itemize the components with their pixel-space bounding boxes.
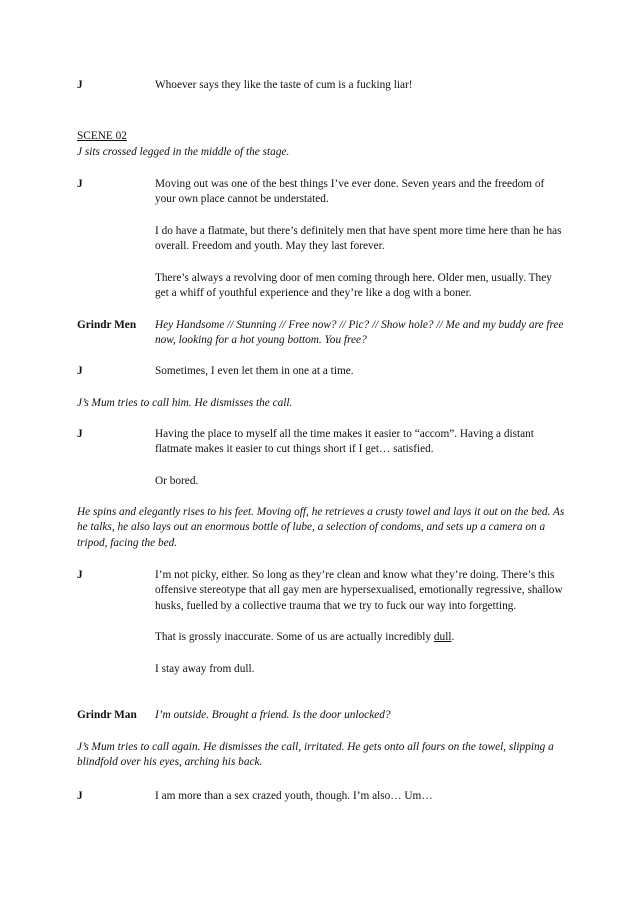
dialogue-text: I’m not picky, either. So long as they’re clean and know what they’re doing. There’s this offensive stereotype that all gay men are hypersexualised, emotionally regressive, shallow husks, fuelled by a collective trauma that we try to fuck our way into forgetting. That is grossly inaccurate. Some of us are actually incredibly dull. I stay away from dull.	[155, 568, 567, 677]
dialogue-text: Sometimes, I even let them in one at a time.	[155, 365, 354, 377]
underlined-word: dull	[433, 631, 452, 644]
stage-direction: J’s Mum tries to call again. He dismisses the call, irritated. He gets onto all fours on the towel, slipping a blindfold over his eyes, arching his back.	[77, 741, 554, 769]
speaker-name: J	[77, 428, 83, 440]
speaker-name: Grindr Men	[77, 319, 137, 331]
dialogue-text: Moving out was one of the best things I’ve ever done. Seven years and the freedom of your own place cannot be understated. I do have a flatmate, but there’s definitely men that have spent more time here than he has overall. Freedom and youth. May they last forever. There’s always a revolving door of men coming through here. Older men, usually. They get a whiff of youthful experience and they’re like a dog with a boner.	[155, 178, 562, 300]
scene-heading: SCENE 02	[77, 130, 127, 142]
speaker-name: Grindr Man	[77, 709, 137, 721]
speaker-name: J	[77, 790, 83, 802]
dialogue-text: Having the place to myself all the time makes it easier to “accom”. Having a distant flatmate makes it easier to cut things short if I get… satisfied. Or bored.	[155, 428, 534, 487]
scene-direction: J sits crossed legged in the middle of the stage.	[77, 146, 290, 158]
dialogue-text: I am more than a sex crazed youth, though. I’m also… Um…	[155, 790, 433, 802]
speaker-name: J	[77, 178, 83, 190]
speaker-name: J	[77, 569, 83, 581]
stage-direction: J’s Mum tries to call him. He dismisses the call.	[77, 397, 293, 409]
dialogue-text: Whoever says they like the taste of cum is a fucking liar!	[155, 79, 413, 91]
dull-paragraph: That is grossly inaccurate. Some of us are actually incredibly dull.	[155, 631, 455, 644]
stage-direction: He spins and elegantly rises to his feet. Moving off, he retrieves a crusty towel and lays it out on the bed. As he talks, he also lays out an enormous bottle of lube, a selection of condoms, and sets up a camera on a tripod, facing the bed.	[77, 506, 565, 549]
speaker-name: J	[77, 79, 83, 91]
speaker-name: J	[77, 365, 83, 377]
dialogue-text: I’m outside. Brought a friend. Is the door unlocked?	[155, 709, 391, 721]
dialogue-text: Hey Handsome // Stunning // Free now? // Pic? // Show hole? // Me and my buddy are free now, looking for a hot young bottom. You free?	[155, 319, 564, 347]
